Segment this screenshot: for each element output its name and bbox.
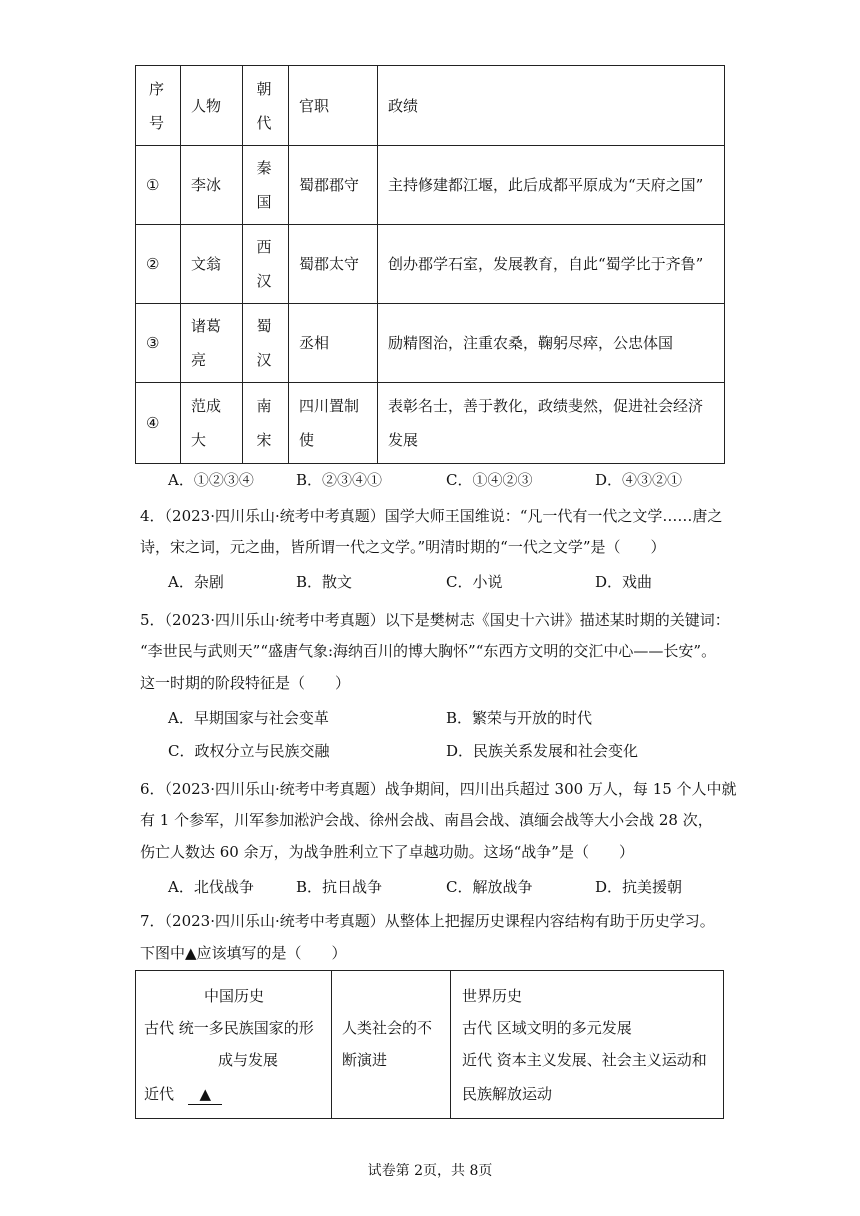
q3-option-d[interactable]: D．④③②① xyxy=(595,471,683,489)
q4-option-b[interactable]: B．散文 xyxy=(296,573,353,591)
q6-option-c[interactable]: C．解放战争 xyxy=(446,878,533,896)
cell-office: 四川置制使 xyxy=(289,383,378,464)
q5-option-a[interactable]: A．早期国家与社会变革 xyxy=(168,709,329,727)
q6-option-a[interactable]: A．北伐战争 xyxy=(168,878,254,896)
answer-blank: ▲ xyxy=(188,1084,222,1105)
cell-person: 诸葛亮 xyxy=(181,304,243,383)
header-cell-person: 人物 xyxy=(181,66,243,146)
header-cell-achievement: 政绩 xyxy=(378,66,725,146)
cell-achievement: 创办郡学石室，发展教育，自此“蜀学比于齐鲁” xyxy=(378,225,725,304)
q3-option-c[interactable]: C．①④②③ xyxy=(446,471,533,489)
cell-achievement: 表彰名士，善于教化，政绩斐然，促进社会经济发展 xyxy=(378,383,725,464)
q6-stem-line2: 有 1 个参军，川军参加淞沪会战、徐州会战、南昌会战、滇缅会战等大小会战 28 次， xyxy=(140,811,713,829)
cell-achievement: 励精图治，注重农桑，鞠躬尽瘁，公忠体国 xyxy=(378,304,725,383)
china-ancient-line-cont: 成与发展 xyxy=(218,1051,279,1069)
cell-index: ④ xyxy=(136,383,181,464)
column-divider xyxy=(450,971,451,1118)
header-cell-index: 序号 xyxy=(136,66,181,146)
q5-stem-line1: 5．（2023·四川乐山·统考中考真题）以下是樊树志《国史十六讲》描述某时期的关键词： xyxy=(140,611,730,629)
china-history-title: 中国历史 xyxy=(204,987,265,1005)
cell-person: 范成大 xyxy=(181,383,243,464)
cell-dynasty: 秦国 xyxy=(243,146,289,225)
human-society-line2: 断演进 xyxy=(342,1051,388,1069)
table-row xyxy=(136,146,725,225)
officials-table xyxy=(135,65,725,464)
cell-person: 李冰 xyxy=(181,146,243,225)
cell-dynasty: 南宋 xyxy=(243,383,289,464)
q3-option-a[interactable]: A．①②③④ xyxy=(168,471,254,489)
q4-stem-line1: 4．（2023·四川乐山·统考中考真题）国学大师王国维说：“凡一代有一代之文学……唐之 xyxy=(140,507,723,525)
q5-option-c[interactable]: C．政权分立与民族交融 xyxy=(168,742,330,760)
table-row xyxy=(136,383,725,464)
q7-stem-line1: 7．（2023·四川乐山·统考中考真题）从整体上把握历史课程内容结构有助于历史学习。 xyxy=(140,912,715,930)
column-divider xyxy=(331,971,332,1118)
q6-option-b[interactable]: B．抗日战争 xyxy=(296,878,383,896)
cell-index: ① xyxy=(136,146,181,225)
q4-option-d[interactable]: D．戏曲 xyxy=(595,573,653,591)
q4-option-a[interactable]: A．杂剧 xyxy=(168,573,224,591)
china-ancient-line: 古代 统一多民族国家的形 xyxy=(144,1019,314,1037)
q5-stem-line2: “李世民与武则天”“盛唐气象:海纳百川的博大胸怀”“东西方文明的交汇中心——长安”。 xyxy=(140,642,717,660)
q5-option-b[interactable]: B．繁荣与开放的时代 xyxy=(446,709,593,727)
q5-option-d[interactable]: D．民族关系发展和社会变化 xyxy=(446,742,639,760)
table-header-row xyxy=(136,66,725,146)
q5-stem-line3: 这一时期的阶段特征是（ ） xyxy=(140,674,351,692)
human-society-line1: 人类社会的不 xyxy=(342,1019,433,1037)
q6-stem-line3: 伤亡人数达 60 余万，为战争胜利立下了卓越功勋。这场“战争”是（ ） xyxy=(140,843,634,861)
header-cell-dynasty: 朝代 xyxy=(243,66,289,146)
q4-option-c[interactable]: C．小说 xyxy=(446,573,503,591)
q4-stem-line2: 诗，宋之词，元之曲，皆所谓一代之文学。”明清时期的“一代之文学”是（ ） xyxy=(140,538,666,556)
table-row xyxy=(136,304,725,383)
q7-stem-line2: 下图中▲应该填写的是（ ） xyxy=(140,944,347,962)
cell-index: ③ xyxy=(136,304,181,383)
china-modern-label: 近代 xyxy=(144,1085,175,1103)
china-modern-line xyxy=(144,1084,222,1105)
world-modern-line-cont: 民族解放运动 xyxy=(462,1085,553,1103)
world-modern-line: 近代 资本主义发展、社会主义运动和 xyxy=(462,1051,707,1069)
q6-stem-line1: 6．（2023·四川乐山·统考中考真题）战争期间，四川出兵超过 300 万人，每 15 个人中就 xyxy=(140,780,737,798)
table-row xyxy=(136,225,725,304)
cell-office: 蜀郡太守 xyxy=(289,225,378,304)
page-footer: 试卷第 2页，共 8页 xyxy=(367,1163,493,1179)
cell-office: 蜀郡郡守 xyxy=(289,146,378,225)
q3-option-b[interactable]: B．②③④① xyxy=(296,471,383,489)
cell-person: 文翁 xyxy=(181,225,243,304)
curriculum-structure-diagram xyxy=(135,970,724,1119)
header-cell-office: 官职 xyxy=(289,66,378,146)
cell-achievement: 主持修建都江堰，此后成都平原成为“天府之国” xyxy=(378,146,725,225)
q6-option-d[interactable]: D．抗美援朝 xyxy=(595,878,683,896)
world-history-title: 世界历史 xyxy=(462,987,523,1005)
cell-dynasty: 蜀汉 xyxy=(243,304,289,383)
world-ancient-line: 古代 区域文明的多元发展 xyxy=(462,1019,632,1037)
cell-index: ② xyxy=(136,225,181,304)
cell-dynasty: 西汉 xyxy=(243,225,289,304)
cell-office: 丞相 xyxy=(289,304,378,383)
